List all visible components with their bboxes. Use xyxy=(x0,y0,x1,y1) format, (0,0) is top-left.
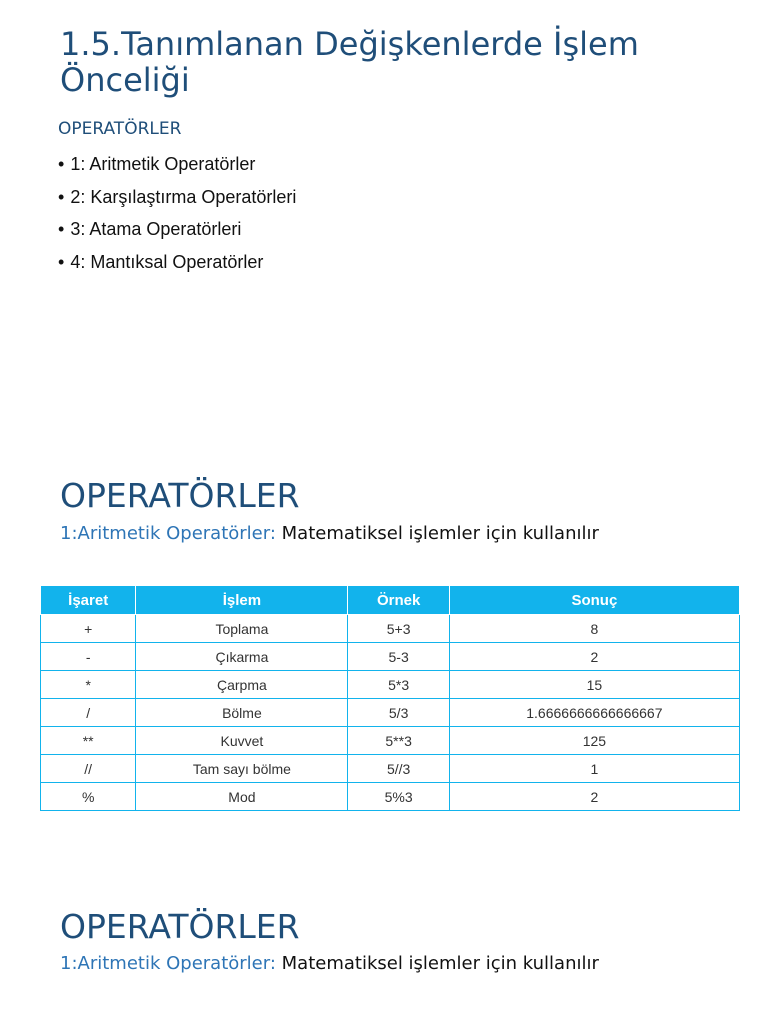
description-accent: 1:Aritmetik Operatörler: xyxy=(60,953,276,974)
table-cell: + xyxy=(41,615,136,643)
list-item-label: 1: Aritmetik Operatörler xyxy=(70,154,256,174)
bullet-icon: • xyxy=(58,154,65,174)
column-header: İşaret xyxy=(41,586,136,615)
slide-title: OPERATÖRLER xyxy=(60,476,300,515)
description-accent: 1:Aritmetik Operatörler: xyxy=(60,523,276,544)
slide-2 xyxy=(0,430,768,860)
slide-description xyxy=(60,953,599,974)
table-cell: 5-3 xyxy=(348,643,449,671)
table-cell: 5**3 xyxy=(348,727,449,755)
table-cell: / xyxy=(41,699,136,727)
bullet-icon: • xyxy=(58,219,65,239)
bullet-icon: • xyxy=(58,251,65,272)
list-item xyxy=(58,213,296,246)
table-cell: 2 xyxy=(449,783,739,811)
table-cell: 15 xyxy=(449,671,739,699)
table-cell: % xyxy=(41,783,136,811)
table-header-row xyxy=(41,586,740,615)
table-row xyxy=(41,783,740,811)
slide-3 xyxy=(0,860,768,1024)
table-row xyxy=(41,643,740,671)
table-cell: 5/3 xyxy=(348,699,449,727)
table-row xyxy=(41,671,740,699)
list-item-label: 4: Mantıksal Operatörler xyxy=(70,251,264,272)
column-header: Örnek xyxy=(348,586,449,615)
table-row xyxy=(41,755,740,783)
table-cell: ** xyxy=(41,727,136,755)
slide-1 xyxy=(0,0,768,430)
table-cell: Kuvvet xyxy=(136,727,348,755)
table-row xyxy=(41,699,740,727)
list-item xyxy=(58,181,296,214)
table-cell: * xyxy=(41,671,136,699)
table-row xyxy=(41,615,740,643)
description-text: Matematiksel işlemler için kullanılır xyxy=(281,953,599,974)
description-text: Matematiksel işlemler için kullanılır xyxy=(281,523,599,544)
operators-table xyxy=(40,585,740,811)
table-cell: Bölme xyxy=(136,699,348,727)
table-row xyxy=(41,727,740,755)
table-cell: 5+3 xyxy=(348,615,449,643)
table-cell: // xyxy=(41,755,136,783)
list-item xyxy=(58,148,296,181)
slide-title: 1.5.Tanımlanan Değişkenlerde İşlem Önceliği xyxy=(60,25,639,99)
column-header: Sonuç xyxy=(449,586,739,615)
table-cell: Çıkarma xyxy=(136,643,348,671)
table-cell: Toplama xyxy=(136,615,348,643)
table-cell: Mod xyxy=(136,783,348,811)
column-header: İşlem xyxy=(136,586,348,615)
table-cell: 5*3 xyxy=(348,671,449,699)
table-cell: 5%3 xyxy=(348,783,449,811)
slide-description xyxy=(60,523,599,544)
list-item xyxy=(58,246,296,279)
slide-title: OPERATÖRLER xyxy=(60,907,300,946)
slide-subheading: OPERATÖRLER xyxy=(58,119,182,139)
table-cell: 5//3 xyxy=(348,755,449,783)
table-cell: 1 xyxy=(449,755,739,783)
table-cell: 125 xyxy=(449,727,739,755)
table-cell: - xyxy=(41,643,136,671)
table-cell: Çarpma xyxy=(136,671,348,699)
bullet-icon: • xyxy=(58,186,65,207)
table-cell: Tam sayı bölme xyxy=(136,755,348,783)
table-cell: 2 xyxy=(449,643,739,671)
table-cell: 1.6666666666666667 xyxy=(449,699,739,727)
list-item-label: 2: Karşılaştırma Operatörleri xyxy=(70,186,297,207)
list-item-label: 3: Atama Operatörleri xyxy=(70,219,242,239)
operator-list xyxy=(58,148,296,278)
table-cell: 8 xyxy=(449,615,739,643)
